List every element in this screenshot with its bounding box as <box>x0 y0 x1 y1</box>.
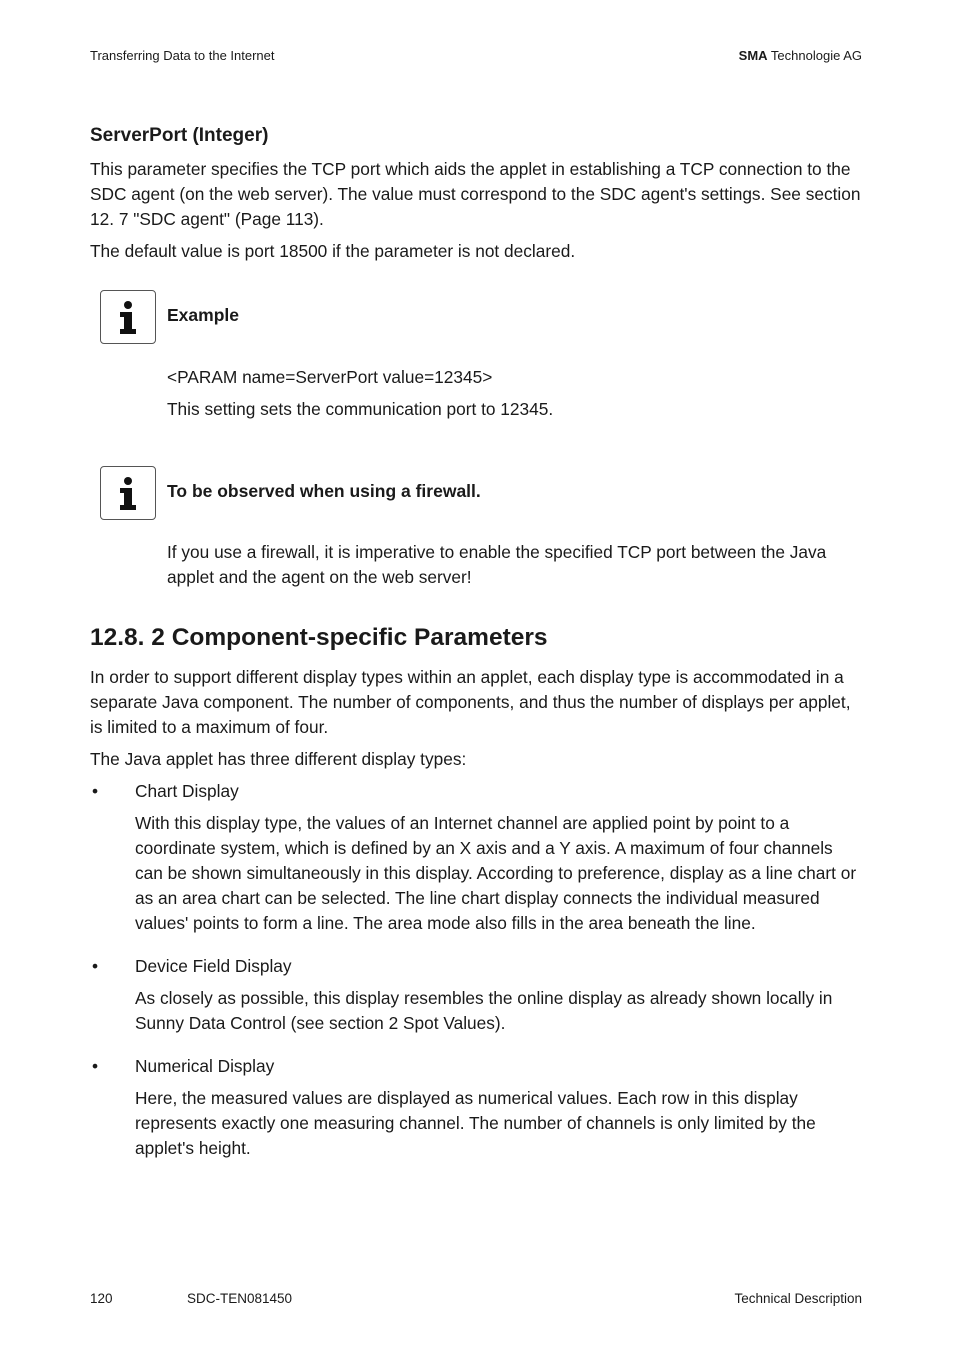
list-item-description: Here, the measured values are displayed as numerical values. Each row in this display represents exactly one measuring channel. The number of channels is only limited by the applet's height. <box>135 1088 816 1158</box>
page-number: 120 <box>90 1291 113 1306</box>
bullet-marker: • <box>92 956 99 976</box>
component-section-heading: 12.8. 2 Component-specific Parameters <box>90 624 548 651</box>
document-code: SDC-TEN081450 <box>187 1291 293 1306</box>
list-item-label: Chart Display <box>135 781 239 801</box>
list-item-label: Device Field Display <box>135 956 292 976</box>
bullet-marker: • <box>92 1056 99 1076</box>
running-header-company <box>739 47 862 65</box>
document-type: Technical Description <box>734 1291 862 1306</box>
bullet-marker: • <box>92 781 99 801</box>
list-item-label: Numerical Display <box>135 1056 275 1076</box>
display-types-intro: The Java applet has three different display types: <box>90 749 467 769</box>
serverport-default: The default value is port 18500 if the parameter is not declared. <box>90 241 576 261</box>
example-note-title: Example <box>167 305 239 325</box>
info-icon <box>100 290 156 344</box>
component-intro: In order to support different display types within an applet, each display type is accommodated in a separate Java component. The number of components, and thus the number of displays per applet, is limited to a maximum of four. <box>90 667 851 737</box>
info-icon <box>100 466 156 520</box>
firewall-note-text: If you use a firewall, it is imperative to enable the specified TCP port between the Java applet and the agent on the web server! <box>167 542 827 587</box>
example-explanation: This setting sets the communication port to 12345. <box>167 399 554 419</box>
list-item-description: As closely as possible, this display resembles the online display as already shown locally in Sunny Data Control (see section 2 Spot Values). <box>135 988 833 1033</box>
serverport-heading: ServerPort (Integer) <box>90 125 269 146</box>
serverport-description: This parameter specifies the TCP port which aids the applet in establishing a TCP connection to the SDC agent (on the web server). The value must correspond to the SDC agent's settings. See section 12. 7 "SDC agent" (Page 113). <box>90 159 861 229</box>
company-name-rest: Technologie AG <box>767 48 862 63</box>
running-header-title: Transferring Data to the Internet <box>90 48 275 63</box>
example-code-line: <PARAM name=ServerPort value=12345> <box>167 367 493 387</box>
list-item-description: With this display type, the values of an Internet channel are applied point by point to a coordinate system, which is defined by an X axis and a Y axis. A maximum of four channels can be shown simultaneously in this display. According to preference, display as a line chart or as an area chart can be selected. The line chart display connects the individual measured values' points to form a line. The area mode also fills in the area beneath the line. <box>135 813 857 933</box>
firewall-note-title: To be observed when using a firewall. <box>167 481 481 501</box>
company-name-bold: SMA <box>738 48 768 63</box>
